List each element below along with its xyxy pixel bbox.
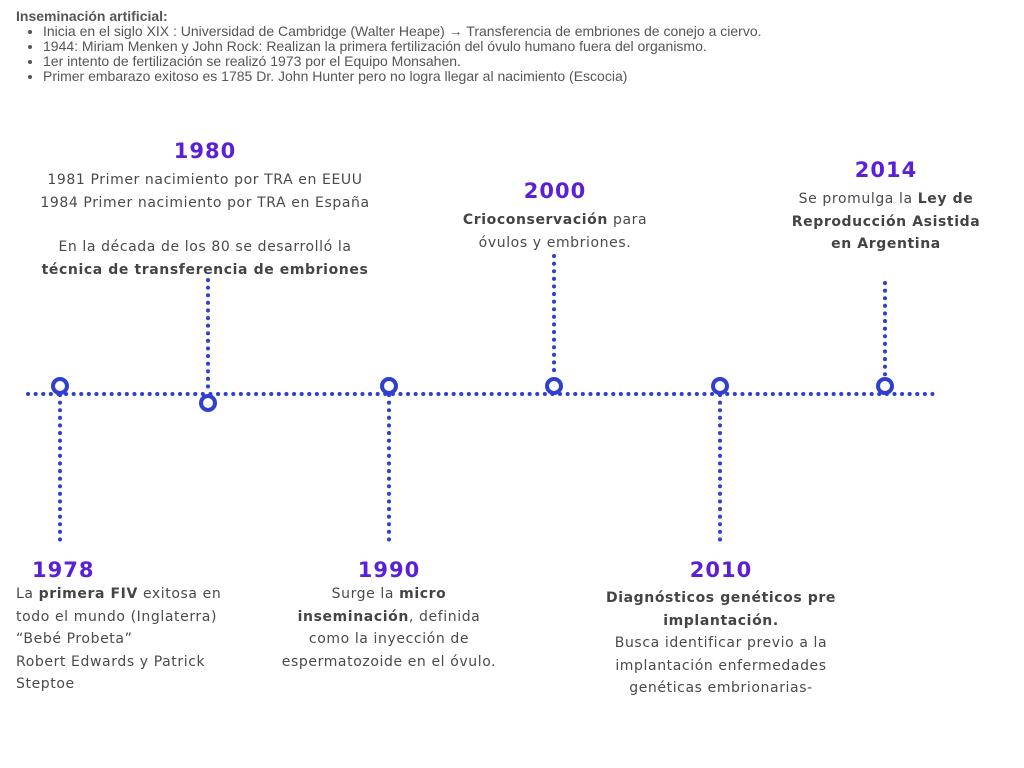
milestone-marker-1978 bbox=[53, 379, 67, 393]
event-text: para bbox=[607, 212, 648, 228]
year-label: 1990 bbox=[357, 558, 421, 582]
event-text-bold: Crioconservación bbox=[462, 212, 608, 228]
event-1978 bbox=[16, 557, 256, 696]
milestone-marker-2000 bbox=[547, 379, 561, 393]
event-text-bold: Reproducción Asistida bbox=[791, 213, 981, 230]
event-text-bold: Ley de bbox=[917, 191, 974, 207]
year-label: 2000 bbox=[523, 179, 587, 203]
event-text: exitosa en bbox=[137, 586, 222, 602]
year-label: 2010 bbox=[689, 558, 753, 582]
intro-title: Inseminación artificial: bbox=[16, 8, 168, 24]
event-text: Busca identificar previo a la bbox=[614, 635, 828, 651]
event-text: óvulos y embriones. bbox=[478, 234, 632, 251]
milestone-marker-2010 bbox=[713, 379, 727, 393]
year-label: 2014 bbox=[854, 158, 918, 182]
event-text-bold: en Argentina bbox=[831, 236, 941, 252]
intro-bullet: • Inicia en el siglo XIX : Universidad de Cambridge (Walter Heape) → Transferencia de embriones de conejo a ciervo. bbox=[43, 24, 1006, 39]
event-1990 bbox=[264, 557, 514, 673]
event-text-bold: primera FIV bbox=[38, 586, 138, 602]
event-text: Robert Edwards y Patrick bbox=[16, 653, 206, 670]
event-text: 1984 Primer nacimiento por TRA en España bbox=[40, 194, 370, 211]
intro-bullet: • 1er intento de fertilización se realizó 1973 por el Equipo Monsahen. bbox=[43, 54, 1006, 69]
intro-bullet: • 1944: Miriam Menken y John Rock: Realizan la primera fertilización del óvulo humano fuera del organismo. bbox=[43, 39, 1006, 54]
event-text: implantación enfermedades bbox=[615, 657, 827, 674]
event-text-bold: técnica de transferencia de embriones bbox=[41, 261, 369, 278]
event-text-bold: Diagnósticos genéticos pre bbox=[605, 590, 837, 606]
milestone-marker-1990 bbox=[382, 379, 396, 393]
milestone-marker-2014 bbox=[878, 379, 892, 393]
event-text: , definida bbox=[408, 608, 481, 625]
event-text: La bbox=[16, 586, 39, 602]
event-text: como la inyección de bbox=[308, 631, 470, 647]
event-1980 bbox=[20, 138, 390, 281]
event-text: Se promulga la bbox=[798, 191, 918, 207]
event-2010 bbox=[590, 557, 852, 700]
event-2000 bbox=[440, 178, 670, 254]
event-text: todo el mundo (Inglaterra) bbox=[16, 608, 218, 625]
event-text-bold: micro bbox=[399, 586, 447, 602]
event-text: “Bebé Probeta” bbox=[16, 631, 133, 647]
event-text: espermatozoide en el óvulo. bbox=[281, 653, 497, 670]
event-text-bold: implantación. bbox=[663, 612, 779, 629]
event-2014 bbox=[776, 157, 996, 256]
event-text: genéticas embrionarias- bbox=[629, 680, 813, 696]
year-label: 1980 bbox=[173, 139, 237, 163]
event-text: Steptoe bbox=[16, 676, 75, 692]
event-text: Surge la bbox=[331, 586, 400, 602]
year-label: 1978 bbox=[32, 558, 95, 582]
event-text: 1981 Primer nacimiento por TRA en EEUU bbox=[47, 172, 363, 188]
milestone-marker-1980 bbox=[201, 396, 215, 410]
intro-bullet: • Primer embarazo exitoso es 1785 Dr. John Hunter pero no logra llegar al nacimiento (Escocia) bbox=[43, 69, 1006, 84]
event-text-bold: inseminación bbox=[297, 608, 409, 625]
event-text: En la década de los 80 se desarrolló la bbox=[58, 239, 352, 255]
